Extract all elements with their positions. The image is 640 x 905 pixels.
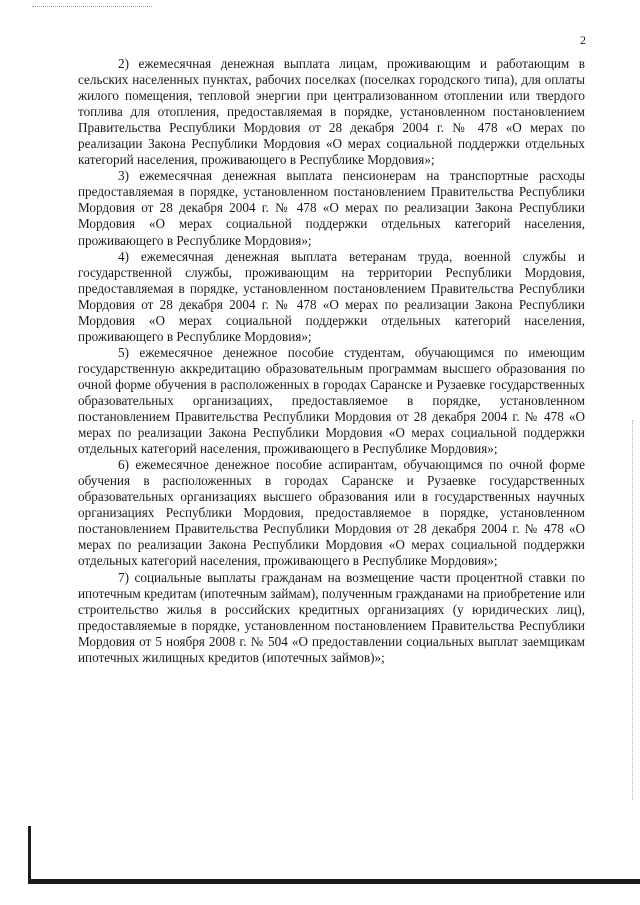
paragraph-item-6: 6) ежемесячное денежное пособие аспирантам, обучающимся по очной форме обучения в расположенных в городах Саранске и Рузаевке государственных образовательных организациях высшего образования или в государственных научных организациях Республики Мордовия, предоставляемое в порядке, установленном постановлением Правительства Республики Мордовия от 28 декабря 2004 г. № 478 «О мерах по реализации Закона Республики Мордовия «О мерах социальной поддержки отдельных категорий населения, проживающего в Республике Мордовия»; [78, 457, 585, 569]
page-number: 2 [580, 33, 586, 47]
paragraph-item-4: 4) ежемесячная денежная выплата ветеранам труда, военной службы и государственной службы, проживающим на территории Республики Мордовия, предоставляемая в порядке, установленном постановлением Правительства Республики Мордовия от 28 декабря 2004 г. № 478 «О мерах по реализации Закона Республики Мордовия «О мерах социальной поддержки отдельных категорий населения, проживающего в Республике Мордовия»; [78, 248, 585, 344]
paragraph-item-7: 7) социальные выплаты гражданам на возмещение части процентной ставки по ипотечным кредитам (ипотечным займам), полученным гражданами на приобретение или строительство жилья в российских кредитных организациях (у юридических лиц), предоставляемые в порядке, установленном постановлением Правительства Республики Мордовия от 5 ноября 2008 г. № 504 «О предоставлении социальных выплат заемщикам ипотечных жилищных кредитов (ипотечных займов)»; [78, 569, 585, 665]
scan-right-edge [632, 420, 634, 800]
paragraph-item-2: 2) ежемесячная денежная выплата лицам, проживающим и работающим в сельских населенных пунктах, рабочих поселках (поселках городского типа), для оплаты жилого помещения, тепловой энергии при централизованном отоплении или твердого топлива для отопления, предоставляемая в порядке, установленном постановлением Правительства Республики Мордовия от 28 декабря 2004 г. № 478 «О мерах по реализации Закона Республики Мордовия «О мерах социальной поддержки отдельных категорий населения, проживающего в Республике Мордовия»; [78, 56, 585, 168]
scan-bottom-edge [28, 879, 640, 884]
paragraph-item-3: 3) ежемесячная денежная выплата пенсионерам на транспортные расходы предоставляемая в порядке, установленном постановлением Правительства Республики Мордовия от 28 декабря 2004 г. № 478 «О мерах по реализации Закона Республики Мордовия «О мерах социальной поддержки отдельных категорий населения, проживающего в Республике Мордовия»; [78, 168, 585, 248]
document-body [78, 56, 585, 666]
scan-left-edge [28, 826, 31, 882]
scan-artifact [32, 6, 152, 11]
paragraph-item-5: 5) ежемесячное денежное пособие студентам, обучающимся по имеющим государственную аккредитацию образовательным программам высшего образования по очной форме обучения в расположенных в городах Саранске и Рузаевке государственных образовательных организациях, предоставляемое в порядке, установленном постановлением Правительства Республики Мордовия от 28 декабря 2004 г. № 478 «О мерах по реализации Закона Республики Мордовия «О мерах социальной поддержки отдельных категорий населения, проживающего в Республике Мордовия»; [78, 344, 585, 457]
